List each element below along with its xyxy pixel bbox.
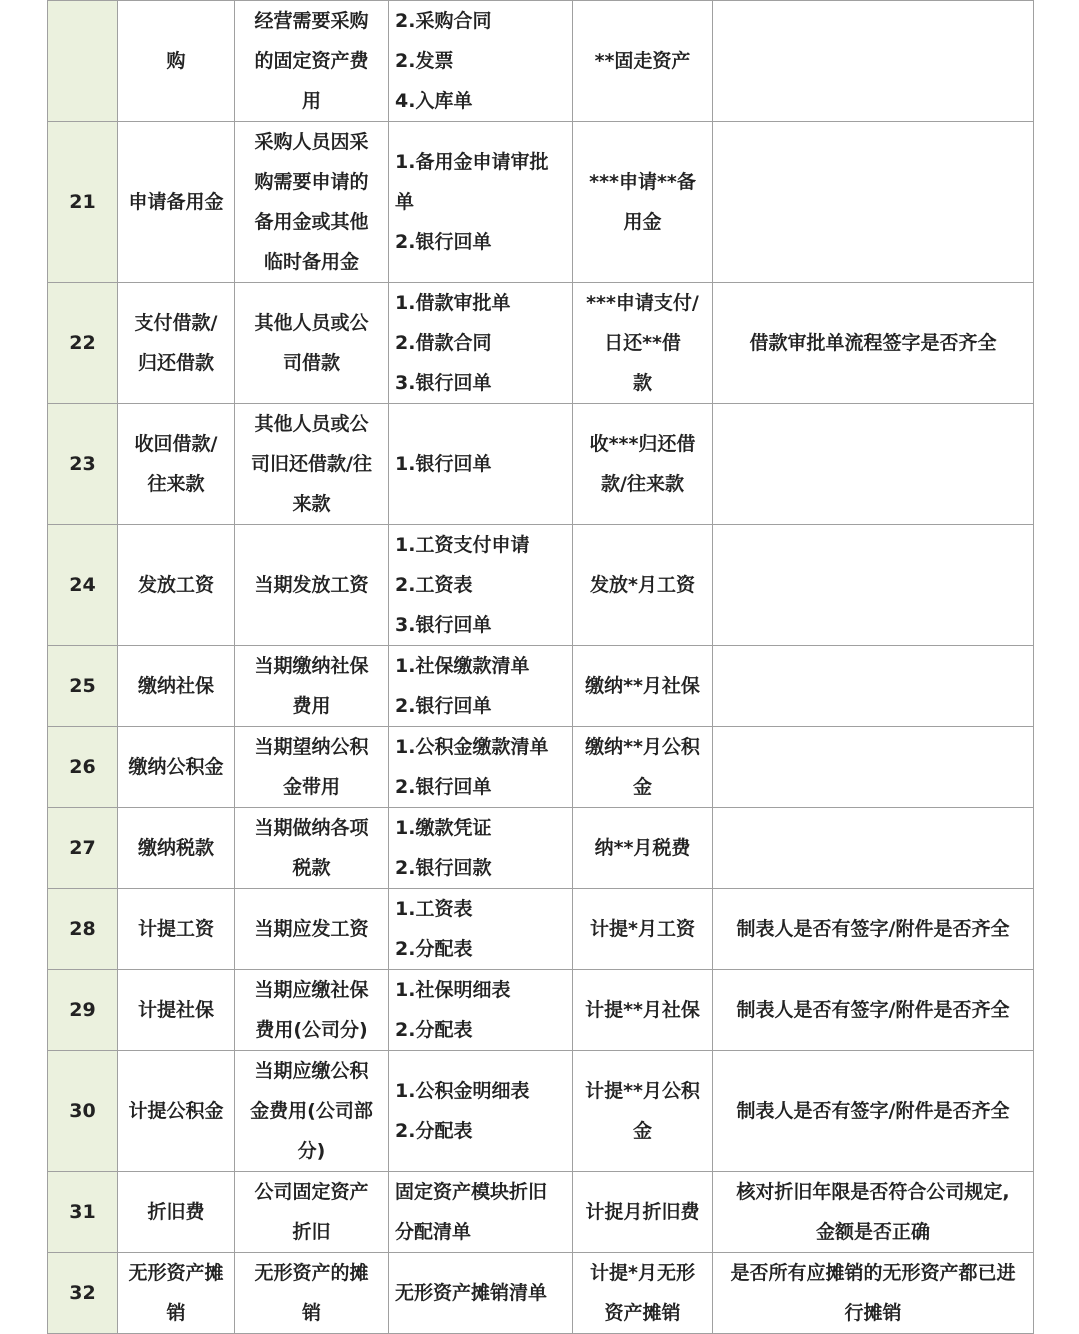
summary-cell	[573, 404, 713, 525]
business-name-cell-line: 折旧费	[147, 1201, 205, 1223]
description-cell	[235, 1, 389, 122]
summary-cell	[573, 1253, 713, 1334]
row-number-text: 22	[69, 332, 96, 354]
business-name-cell	[118, 889, 235, 970]
check-point-cell-line: 制表人是否有签字/附件是否齐全	[736, 999, 1010, 1021]
business-name-cell-line: 缴纳公积金	[128, 756, 224, 778]
attachments-cell-line: 2.银行回单	[395, 695, 492, 717]
summary-cell-line: 缴纳**月公积	[585, 736, 700, 758]
check-point-cell	[713, 525, 1034, 646]
description-cell	[235, 404, 389, 525]
business-name-cell-line: 缴纳税款	[137, 837, 214, 859]
description-cell-line: 销	[301, 1302, 321, 1324]
description-cell-line: 当期应缴社保	[254, 979, 369, 1001]
table-row	[48, 889, 1034, 970]
voucher-table-wrapper	[47, 0, 1033, 1334]
attachments-cell	[389, 283, 573, 404]
summary-cell	[573, 889, 713, 970]
summary-cell-line: 金	[632, 1120, 652, 1142]
attachments-cell-line: 3.银行回单	[395, 614, 492, 636]
description-cell	[235, 1253, 389, 1334]
check-point-cell	[713, 1051, 1034, 1172]
table-row	[48, 1172, 1034, 1253]
row-number-text: 29	[69, 999, 96, 1021]
row-number	[48, 1051, 118, 1172]
summary-cell-line: 资产摊销	[604, 1302, 681, 1324]
business-name-cell	[118, 122, 235, 283]
table-row	[48, 122, 1034, 283]
description-cell-line: 当期缴纳社保	[254, 655, 369, 677]
business-name-cell-line: 发放工资	[137, 574, 214, 596]
attachments-cell	[389, 889, 573, 970]
row-number-text: 26	[69, 756, 96, 778]
check-point-cell	[713, 283, 1034, 404]
attachments-cell-line: 2.银行回款	[395, 857, 492, 879]
business-name-cell-line: 归还借款	[137, 352, 214, 374]
description-cell-line: 的固定资产费	[254, 50, 369, 72]
description-cell-line: 用	[301, 90, 321, 112]
business-name-cell-line: 计提公积金	[128, 1100, 224, 1122]
attachments-cell	[389, 970, 573, 1051]
business-name-cell-line: 申请备用金	[128, 191, 224, 213]
summary-cell-line: 款	[632, 372, 652, 394]
business-name-cell	[118, 1253, 235, 1334]
check-point-cell-line: 制表人是否有签字/附件是否齐全	[736, 1100, 1010, 1122]
business-name-cell	[118, 1, 235, 122]
summary-cell-line: 计捉月折旧费	[585, 1201, 700, 1223]
business-name-cell-line: 往来款	[147, 473, 205, 495]
description-cell-line: 当期应缴公积	[254, 1060, 369, 1082]
description-cell	[235, 283, 389, 404]
attachments-cell-line: 1.社保明细表	[395, 979, 511, 1001]
attachments-cell	[389, 1172, 573, 1253]
description-cell-line: 司旧还借款/往	[251, 453, 372, 475]
description-cell-line: 当期应发工资	[254, 918, 369, 940]
business-name-cell-line: 收回借款/	[134, 433, 218, 455]
attachments-cell-line: 分配清单	[395, 1221, 472, 1243]
business-name-cell-line: 销	[166, 1302, 186, 1324]
table-row	[48, 1253, 1034, 1334]
business-name-cell	[118, 525, 235, 646]
attachments-cell-line: 2.采购合同	[395, 10, 492, 32]
summary-cell-line: 日还**借	[604, 332, 681, 354]
summary-cell-line: 收***归还借	[589, 433, 696, 455]
attachments-cell-line: 1.工资表	[395, 898, 473, 920]
description-cell-line: 折旧	[292, 1221, 331, 1243]
check-point-cell-line: 制表人是否有签字/附件是否齐全	[736, 918, 1010, 940]
table-row	[48, 1051, 1034, 1172]
check-point-cell-line: 金额是否正确	[815, 1221, 930, 1243]
table-row	[48, 1, 1034, 122]
business-name-cell-line: 计提工资	[137, 918, 214, 940]
description-cell-line: 购需要申请的	[254, 171, 369, 193]
summary-cell-line: 计提**月公积	[585, 1080, 700, 1102]
business-name-cell	[118, 727, 235, 808]
row-number-text: 31	[69, 1201, 96, 1223]
attachments-cell-line: 单	[395, 191, 415, 213]
row-number	[48, 525, 118, 646]
summary-cell	[573, 1051, 713, 1172]
attachments-cell-line: 1.缴款凭证	[395, 817, 492, 839]
description-cell	[235, 808, 389, 889]
attachments-cell-line: 3.银行回单	[395, 372, 492, 394]
row-number-text: 30	[69, 1100, 96, 1122]
description-cell	[235, 646, 389, 727]
attachments-cell	[389, 404, 573, 525]
attachments-cell-line: 1.借款审批单	[395, 292, 511, 314]
check-point-cell-line: 核对折旧年限是否符合公司规定,	[736, 1181, 1010, 1203]
attachments-cell-line: 2.分配表	[395, 1019, 473, 1041]
summary-cell-line: 用金	[623, 211, 662, 233]
check-point-cell	[713, 808, 1034, 889]
description-cell	[235, 727, 389, 808]
description-cell-line: 税款	[292, 857, 331, 879]
summary-cell-line: 发放*月工资	[590, 574, 695, 596]
summary-cell-line: 款/往来款	[601, 473, 684, 495]
business-name-cell-line: 支付借款/	[134, 312, 218, 334]
description-cell-line: 备用金或其他	[254, 211, 369, 233]
check-point-cell	[713, 404, 1034, 525]
description-cell-line: 当期做纳各项	[254, 817, 369, 839]
description-cell-line: 来款	[292, 493, 331, 515]
business-name-cell	[118, 1172, 235, 1253]
summary-cell	[573, 1172, 713, 1253]
row-number	[48, 727, 118, 808]
check-point-cell-line: 借款审批单流程签字是否齐全	[749, 332, 997, 354]
row-number	[48, 1253, 118, 1334]
row-number	[48, 808, 118, 889]
description-cell-line: 分)	[297, 1140, 326, 1162]
attachments-cell	[389, 808, 573, 889]
attachments-cell-line: 1.社保缴款清单	[395, 655, 530, 677]
attachments-cell-line: 2.银行回单	[395, 231, 492, 253]
attachments-cell-line: 1.公积金缴款清单	[395, 736, 549, 758]
row-number-text: 25	[69, 675, 96, 697]
attachments-cell-line: 2.工资表	[395, 574, 473, 596]
business-name-cell-line: 无形资产摊	[128, 1262, 224, 1284]
business-name-cell-line: 缴纳社保	[137, 675, 214, 697]
row-number	[48, 646, 118, 727]
row-number	[48, 122, 118, 283]
description-cell	[235, 1051, 389, 1172]
row-number	[48, 889, 118, 970]
check-point-cell	[713, 1, 1034, 122]
attachments-cell	[389, 1253, 573, 1334]
table-row	[48, 970, 1034, 1051]
summary-cell	[573, 525, 713, 646]
attachments-cell-line: 2.发票	[395, 50, 454, 72]
summary-cell	[573, 808, 713, 889]
summary-cell-line: 计提*月无形	[590, 1262, 695, 1284]
attachments-cell-line: 2.分配表	[395, 1120, 473, 1142]
summary-cell	[573, 646, 713, 727]
table-row	[48, 404, 1034, 525]
description-cell	[235, 970, 389, 1051]
description-cell	[235, 122, 389, 283]
description-cell-line: 其他人员或公	[254, 312, 369, 334]
summary-cell	[573, 970, 713, 1051]
row-number	[48, 283, 118, 404]
summary-cell-line: 金	[632, 776, 652, 798]
summary-cell	[573, 122, 713, 283]
attachments-cell-line: 4.入库单	[395, 90, 473, 112]
check-point-cell	[713, 970, 1034, 1051]
description-cell-line: 临时备用金	[263, 251, 359, 273]
description-cell-line: 其他人员或公	[254, 413, 369, 435]
table-row	[48, 727, 1034, 808]
table-row	[48, 646, 1034, 727]
business-name-cell-line: 计提社保	[137, 999, 214, 1021]
attachments-cell	[389, 1051, 573, 1172]
summary-cell	[573, 283, 713, 404]
row-number	[48, 970, 118, 1051]
attachments-cell-line: 无形资产摊销清单	[395, 1282, 548, 1304]
row-number-text: 24	[69, 574, 96, 596]
check-point-cell	[713, 1253, 1034, 1334]
check-point-cell	[713, 889, 1034, 970]
attachments-cell	[389, 122, 573, 283]
description-cell-line: 金费用(公司部	[250, 1100, 373, 1122]
table-row	[48, 808, 1034, 889]
attachments-cell-line: 2.借款合同	[395, 332, 492, 354]
summary-cell	[573, 1, 713, 122]
business-name-cell	[118, 808, 235, 889]
summary-cell-line: ***申请支付/	[586, 292, 699, 314]
business-name-cell	[118, 283, 235, 404]
check-point-cell	[713, 727, 1034, 808]
description-cell	[235, 525, 389, 646]
check-point-cell	[713, 122, 1034, 283]
attachments-cell-line: 2.分配表	[395, 938, 473, 960]
attachments-cell-line: 1.公积金明细表	[395, 1080, 530, 1102]
summary-cell-line: 缴纳**月社保	[585, 675, 700, 697]
summary-cell-line: 计提**月社保	[585, 999, 700, 1021]
table-row	[48, 283, 1034, 404]
business-name-cell	[118, 1051, 235, 1172]
summary-cell-line: **固走资产	[594, 50, 691, 72]
attachments-cell	[389, 727, 573, 808]
attachments-cell	[389, 525, 573, 646]
description-cell-line: 公司固定资产	[254, 1181, 369, 1203]
description-cell-line: 当期望纳公积	[254, 736, 369, 758]
description-cell-line: 无形资产的摊	[254, 1262, 369, 1284]
business-name-cell-line: 购	[166, 50, 186, 72]
row-number-text: 23	[69, 453, 96, 475]
row-number-text: 32	[69, 1282, 96, 1304]
attachments-cell-line: 1.备用金申请审批	[395, 151, 549, 173]
row-number	[48, 1, 118, 122]
table-body	[48, 1, 1034, 1334]
row-number-text: 21	[69, 191, 96, 213]
summary-cell-line: 纳**月税费	[594, 837, 691, 859]
row-number	[48, 404, 118, 525]
business-name-cell	[118, 404, 235, 525]
row-number-text: 28	[69, 918, 96, 940]
attachments-cell-line: 1.银行回单	[395, 453, 492, 475]
description-cell-line: 金带用	[282, 776, 340, 798]
description-cell	[235, 1172, 389, 1253]
summary-cell	[573, 727, 713, 808]
table-row	[48, 525, 1034, 646]
description-cell-line: 经营需要采购	[254, 10, 369, 32]
voucher-table	[47, 0, 1034, 1334]
check-point-cell	[713, 646, 1034, 727]
attachments-cell	[389, 1, 573, 122]
check-point-cell-line: 行摊销	[844, 1302, 902, 1324]
description-cell-line: 费用	[292, 695, 331, 717]
attachments-cell-line: 固定资产模块折旧	[395, 1181, 548, 1203]
check-point-cell-line: 是否所有应摊销的无形资产都已进	[730, 1262, 1016, 1284]
business-name-cell	[118, 970, 235, 1051]
summary-cell-line: ***申请**备	[589, 171, 696, 193]
description-cell-line: 采购人员因采	[254, 131, 369, 153]
description-cell-line: 当期发放工资	[254, 574, 369, 596]
description-cell	[235, 889, 389, 970]
attachments-cell-line: 2.银行回单	[395, 776, 492, 798]
description-cell-line: 司借款	[282, 352, 340, 374]
summary-cell-line: 计提*月工资	[590, 918, 695, 940]
row-number-text: 27	[69, 837, 96, 859]
business-name-cell	[118, 646, 235, 727]
row-number	[48, 1172, 118, 1253]
attachments-cell	[389, 646, 573, 727]
description-cell-line: 费用(公司分)	[255, 1019, 368, 1041]
attachments-cell-line: 1.工资支付申请	[395, 534, 530, 556]
check-point-cell	[713, 1172, 1034, 1253]
